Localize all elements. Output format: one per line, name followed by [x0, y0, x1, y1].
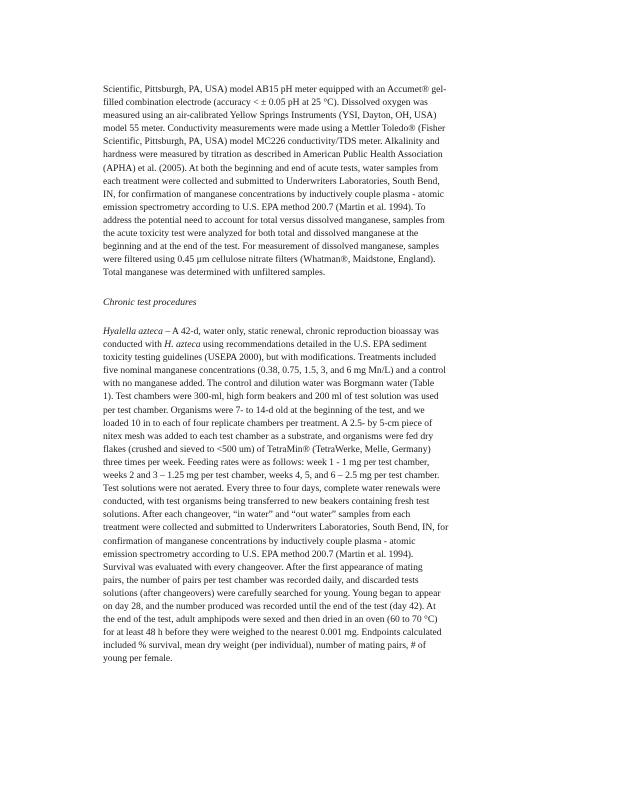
paragraph-line: model 55 meter. Conductivity measurements were made using a Mettler Toledo® (Fisher	[103, 123, 446, 135]
paragraph-line: included % survival, mean dry weight (per individual), number of mating pairs, # of	[103, 640, 426, 652]
paragraph-line: for at least 48 h before they were weighed to the nearest 0.001 mg. Endpoints calculated	[103, 627, 442, 639]
paragraph-line: Total manganese was determined with unfiltered samples.	[103, 267, 326, 279]
paragraph-line: 1). Test chambers were 300-ml, high form beakers and 200 ml of test solution was used	[103, 391, 439, 403]
paragraph-line: the acute toxicity test were analyzed for both total and dissolved manganese at the	[103, 228, 419, 240]
paragraph-line: the end of the test, adult amphipods were sexed and then dried in an oven (60 to 70 °C)	[103, 614, 438, 626]
paragraph-line: conducted, with test organisms being transferred to new beakers containing fresh test	[103, 496, 430, 508]
paragraph-line: per test chamber. Organisms were 7- to 14-d old at the beginning of the test, and we	[103, 404, 425, 416]
paragraph-line: measured using an air-calibrated Yellow Springs Instruments (YSI, Dayton, OH, USA)	[103, 110, 437, 122]
paragraph-line: treatment were collected and submitted to Underwriters Laboratories, South Bend, IN, for	[103, 522, 449, 534]
paragraph-line: with no manganese added. The control and dilution water was Borgmann water (Table	[103, 378, 435, 390]
paragraph-line: filled combination electrode (accuracy < ± 0.05 pH at 25 °C). Dissolved oxygen was	[103, 97, 428, 109]
paragraph-line: nitex mesh was added to each test chamber as a substrate, and organisms were fed dry	[103, 430, 434, 442]
paragraph-line: loaded 10 in to each of four replicate chambers per treatment. A 2.5- by 5-cm piece of	[103, 417, 433, 429]
paragraph-line: pairs, the number of pairs per test chamber was recorded daily, and discarded tests	[103, 574, 419, 586]
line-text: – A 42-d, water only, static renewal, chronic reproduction bioassay was	[162, 326, 439, 337]
paragraph-line: beginning and at the end of the test. For measurement of dissolved manganese, samples	[103, 241, 439, 253]
paragraph-line: Survival was evaluated with every changeover. After the first appearance of mating	[103, 561, 423, 573]
paragraph-line: were filtered using 0.45 µm cellulose nitrate filters (Whatman®, Maidstone, England).	[103, 254, 436, 266]
paragraph-line	[103, 325, 448, 338]
line-text: conducted with	[103, 339, 165, 351]
paragraph-measurement-methods	[103, 83, 446, 279]
paragraph-line: on day 28, and the number produced was recorded until the end of the test (day 42). At	[103, 600, 436, 612]
paragraph-line: flakes (crushed and sieved to <500 um) of TetraMin® (TetraWerke, Melle, Germany)	[103, 443, 431, 455]
paragraph-line: weeks 2 and 3 – 1.25 mg per test chamber, weeks 4, 5, and 6 – 2.5 mg per test chamber.	[103, 470, 440, 482]
paragraph-line: (APHA) et al. (2005). At both the beginning and end of acute tests, water samples from	[103, 162, 439, 174]
paragraph-line: three times per week. Feeding rates were as follows: week 1 - 1 mg per test chamber,	[103, 456, 430, 468]
paragraph-line: Scientific, Pittsburgh, PA, USA) model MC226 conductivity/TDS meter. Alkalinity and	[103, 136, 440, 148]
paragraph-line: emission spectrometry according to U.S. EPA method 200.7 (Martin et al. 1994).	[103, 548, 414, 560]
paragraph-line: emission spectrometry according to U.S. EPA method 200.7 (Martin et al. 1994). To	[103, 201, 426, 213]
species-name-italic: H. azteca	[164, 339, 201, 351]
paragraph-line: hardness were measured by titration as described in American Public Health Association	[103, 149, 443, 161]
paragraph-line: toxicity testing guidelines (USEPA 2000), but with modifications. Treatments included	[103, 352, 437, 364]
paragraph-line: five nominal manganese concentrations (0.38, 0.75, 1.5, 3, and 6 mg Mn/L) and a control	[103, 365, 446, 377]
paragraph-line: each treatment were collected and submitted to Underwriters Laboratories, South Bend,	[103, 175, 440, 187]
paragraph-hyalella-azteca-procedure	[103, 325, 448, 665]
species-name-italic: Hyalella azteca	[103, 326, 163, 337]
paragraph-line: solutions. After each changeover, “in water” and “out water” samples from each	[103, 509, 411, 521]
paragraph-line: IN, for confirmation of manganese concentrations by inductively couple plasma - atomic	[103, 188, 444, 200]
paragraph-line: young per female.	[103, 653, 173, 665]
paragraph-line: confirmation of manganese concentrations by inductively couple plasma - atomic	[103, 535, 416, 547]
paragraph-line: Scientific, Pittsburgh, PA, USA) model AB15 pH meter equipped with an Accumet® gel-	[103, 84, 447, 95]
paragraph-line: Test solutions were not aerated. Every three to four days, complete water renewals were	[103, 483, 441, 495]
line-text: using recommendations detailed in the U.S. EPA sediment	[200, 339, 427, 351]
section-heading-chronic-test-procedures: Chronic test procedures	[103, 297, 197, 308]
paragraph-line	[103, 338, 448, 351]
paragraph-line: address the potential need to account for total versus dissolved manganese, samples from	[103, 214, 445, 226]
paragraph-line: solutions (after changeovers) were carefully searched for young. Young began to appear	[103, 587, 441, 599]
